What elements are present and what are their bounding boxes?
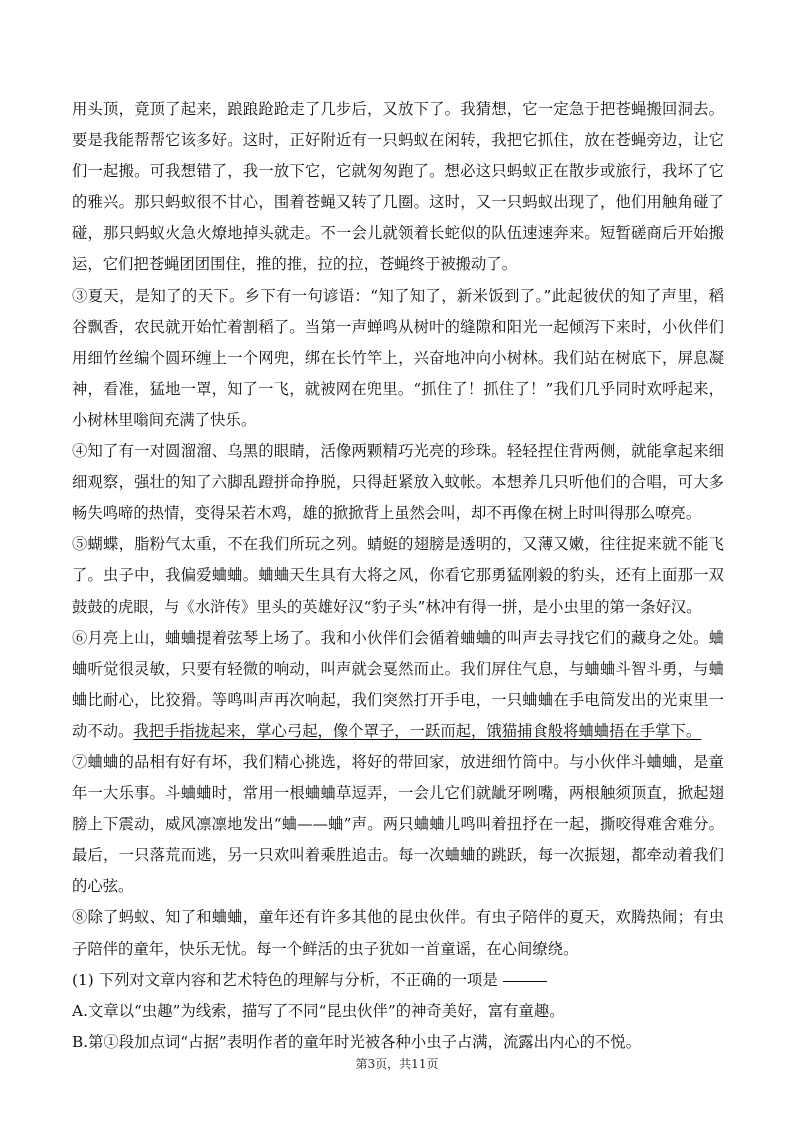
paragraph-6	[72, 623, 724, 747]
question-stem	[72, 965, 724, 996]
paragraph-8: ⑧除了蚂蚁、知了和蛐蛐，童年还有许多其他的昆虫伙伴。有虫子陪伴的夏天，欢腾热闹；有虫子陪伴的童年，快乐无忧。每一个鲜活的虫子犹如一首童谣，在心间缭绕。	[72, 908, 724, 958]
paragraph-7: ⑦蛐蛐的品相有好有坏，我们精心挑选，将好的带回家，放进细竹筒中。与小伙伴斗蛐蛐，是童年一大乐事。斗蛐蛐时，常用一根蛐蛐草逗弄，一会儿它们就龇牙咧嘴，两根触须顶直，掀起翅膀上下震动，威风凛凛地发出“蛐——蛐”声。两只蛐蛐儿鸣叫着扭抒在一起，撕咬得难舍难分。最后，一只落荒而逃，另一只欢叫着乘胜追击。每一次蛐蛐的跳跃，每一次振翅，都牵动着我们的心弦。	[72, 752, 724, 896]
paragraph-continuation: 用头顶，竟顶了起来，踉踉跄跄走了几步后，又放下了。我猜想，它一定急于把苍蝇搬回洞去。要是我能帮帮它该多好。这时，正好附近有一只蚂蚁在闲转，我把它抓住，放在苍蝇旁边，让它们一起搬。可我想错了，我一放下它，它就匆匆跑了。想必这只蚂蚁正在散步或旅行，我坏了它的雅兴。那只蚂蚁很不甘心，围着苍蝇又转了几圈。这时，又一只蚂蚁出现了，他们用触角碰了碰，那只蚂蚁火急火燎地掉头就走。不一会儿就领着长蛇似的队伍速速奔来。短暂磋商后开始搬运，它们把苍蝇团团围住，推的推，拉的拉，苍蝇终于被搬动了。	[72, 100, 724, 274]
document-page	[72, 94, 724, 1058]
paragraph-4: ④知了有一对圆溜溜、乌黑的眼睛，活像两颗精巧光亮的珍珠。轻轻捏住背两侧，就能拿起来细细观察，强壮的知了六脚乱蹬拼命挣脱，只得赶紧放入蚊帐。本想养几只听他们的合唱，可大多畅失鸣啼的热情，变得呆若木鸡，雄的掀掀背上虽然会叫，却不再像在树上时叫得那么嘹亮。	[72, 442, 724, 523]
question-stem-text: (1) 下列对文章内容和艺术特色的理解与分析，不正确的一项是	[72, 970, 498, 989]
paragraph-3: ③夏天，是知了的天下。乡下有一句谚语：“知了知了，新米饭到了。”此起彼伏的知了声里，稻谷飘香，农民就开始忙着割稻了。当第一声蝉鸣从树叶的缝隙和阳光一起倾泻下来时，小伙伴们用细竹丝编个圆环缠上一个网兜，绑在长竹竿上，兴奋地冲向小树林。我们站在树底下，屏息凝神，看准，猛地一罩，知了一飞，就被网在兜里。“抓住了！抓住了！”我们几乎同时欢呼起来，小树林里嗡间充满了快乐。	[72, 286, 724, 429]
page-number-footer: 第3页，共11页	[355, 1057, 439, 1071]
paragraph-6-text: ⑥月亮上山，蛐蛐提着弦琴上场了。我和小伙伴们会循着蛐蛐的叫声去寻找它们的藏身之处。蛐蛐听觉很灵敏，只要有轻微的响动，叫声就会戛然而止。我们屏住气息，与蛐蛐斗智斗勇，与蛐蛐比耐心，比狡猾。等鸣叫声再次响起，我们突然打开手电，一只蛐蛐在手电筒发出的光束里一动不动。	[72, 628, 724, 740]
option-a: A.文章以“虫趣”为线索，描写了不同“昆虫伙伴”的神奇美好，富有童趣。	[72, 1001, 565, 1020]
answer-blank	[503, 981, 547, 982]
option-b: B.第①段加点词“占据”表明作者的童年时光被各种小虫子占满，流露出内心的不悦。	[72, 1032, 642, 1051]
paragraph-6-underlined-sentence: 我把手指拢起来，掌心弓起，像个罩子，一跃而起，饿猫捕食般将蛐蛐捂在手掌下。	[133, 721, 702, 740]
paragraph-5: ⑤蝴蝶，脂粉气太重，不在我们所玩之列。蜻蜓的翅膀是透明的，又薄又嫩，往往捉来就不能飞了。虫子中，我偏爱蛐蛐。蛐蛐天生具有大将之风，你看它那勇猛刚毅的豹头，还有上面那一双鼓鼓的虎眼，与《水浒传》里头的英雄好汉“豹子头”林冲有得一拼，是小虫里的第一条好汉。	[72, 535, 724, 616]
